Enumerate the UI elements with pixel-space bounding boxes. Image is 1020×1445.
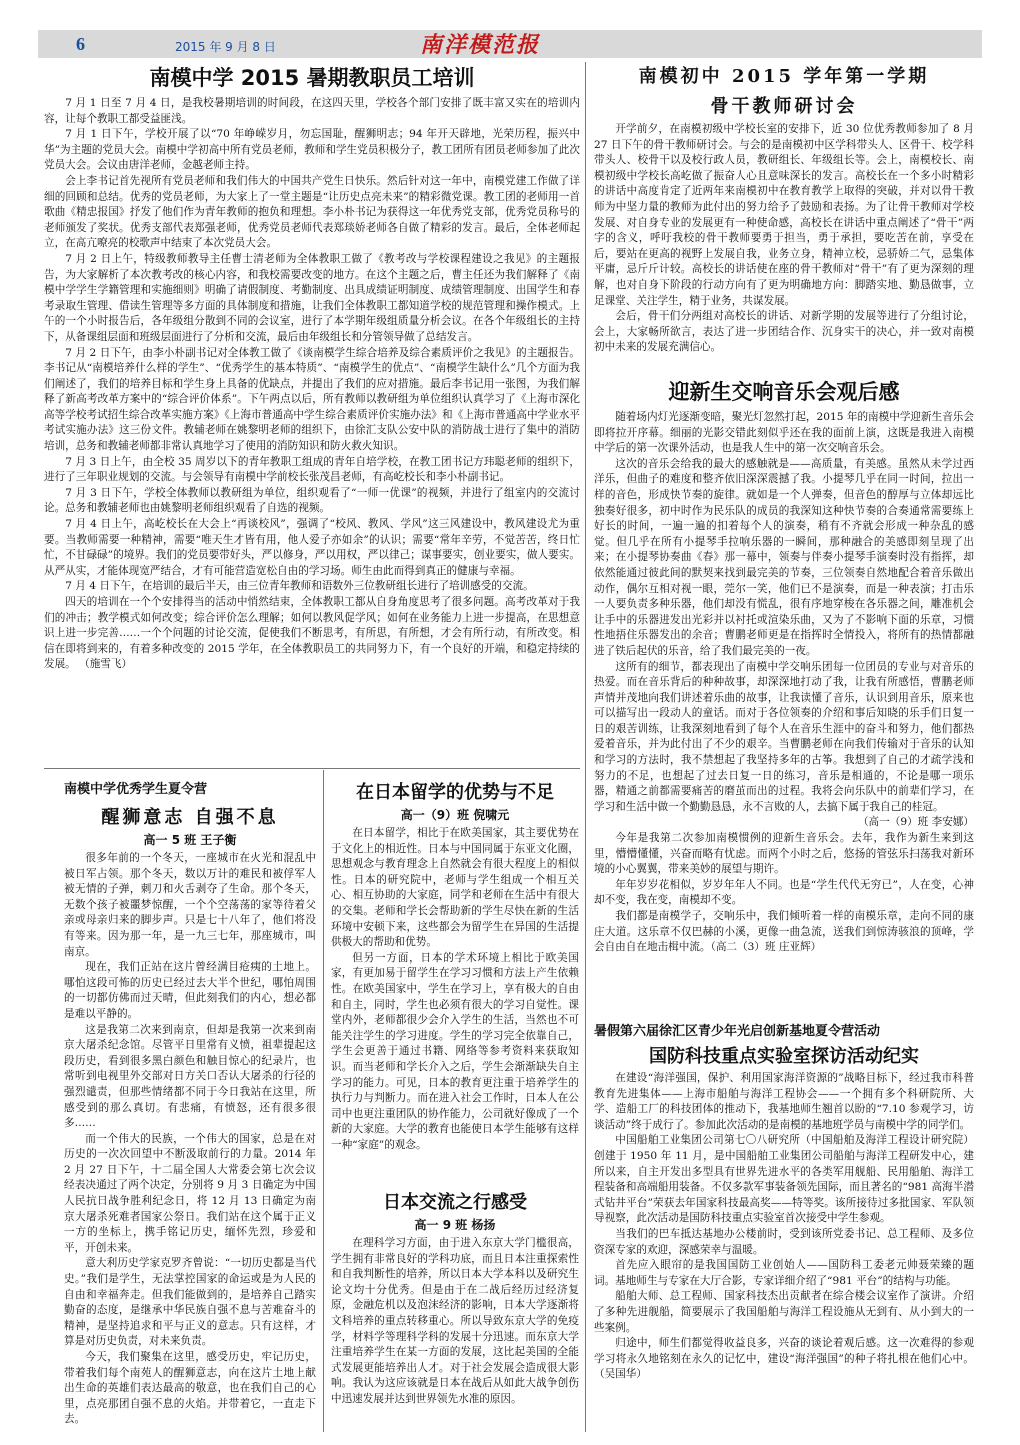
paragraph: 7 月 4 日上午，高屹校长在大会上“再谈校风”，强调了“校风、教风、学风”这三风建设中，教风建设尤为重要。当教师需要一种精神，需要“唯天生才皆有用，他人爱子亦如余”的认识；需要“常年辛劳，不觉苦苦，终日忙忙，不甘碌碌”的境界。我们的党员要带好头，严以修身，严以用权，严以律己；谋事要实，创业要实，做人要实。从严从实，才能体现宽严结合，才有可能营造宽松自由的学习场。师生由此而得到真正的健康与幸福。	[44, 518, 580, 577]
section-divider	[44, 768, 580, 769]
headline: 醒狮意志 自强不息	[101, 807, 279, 828]
paragraph: 7 月 1 日下午，学校开展了以“70 年峥嵘岁月，勿忘国耻，醒狮明志；94 年开天辟地，光荣历程，振兴中华”为主题的党员大会。南模中学初高中所有党员老师，教师和学生党员积极分子，教工团所有团员老师参加了此次党员大会。会议由唐洋老师，金越老师主持。	[44, 128, 580, 172]
paragraph: 7 月 3 日上午，由全校 35 周岁以下的青年教职工组成的青年自培学校，在教工团书记方玮聪老师的组织下，进行了三年职业规划的交流。与会领导有南模中学前校长张茂昌老师，有高屹校长和李小朴副书记。	[44, 455, 580, 484]
issue-date: 2015 年 9 月 8 日	[175, 40, 276, 54]
paragraph: 在建设“海洋强国，保护、利用国家海洋资源的”战略目标下，经过我市科普教育先进集体——上海市船舶与海洋工程协会——一个拥有多个科研院所、大学、造船工厂的科技团体的推动下，我基地师生翘首以盼的“7.10 参观学习，访谈活动”终于成行了。参加此次活动的是南模的基地班学员与南模中学的同学们。	[594, 1072, 974, 1131]
paragraph: 7 月 2 日上午，特级教师教导主任曹士清老师为全体教职工做了《教考改与学校课程建设之我见》的主题报告，为大家解析了本次教考改的核心内容，和我校需要改变的地方。在这个主题之后，曹主任还为我们解释了《南模中学学生学籍管理和实施细则》明确了请假制度、考勤制度、出具成绩证明制度、成绩管理制度、出国学生和春考录取生管理、借读生管理等多方面的具体制度和措施，让我们全体教职工都知道学校的规范管理和操作模式。上午的一个小时报告后，各年级组分散到不同的会议室，进行了本学期年级组质量分析会议。在各个年级组长的主持下，从备课组层面和班级层面进行了分析和交流，最后由年级组长和分管领导做了总结发言。	[44, 252, 580, 343]
paragraph: 7 月 1 日至 7 月 4 日，是我校暑期培训的时间段，在这四天里，学校各个部门安排了既丰富又实在的培训内容，让每个教职工都受益匪浅。	[44, 97, 580, 125]
paragraph: 随着场内灯光逐渐变暗，聚光灯忽然打起，2015 年的南模中学迎新生音乐会即将拉开序幕。细丽的光影交错此刻似乎还在我的面前上演，这既是我进入南模中学后的第一次课外活动，也是我人生中的第一次交响音乐会。	[594, 411, 974, 455]
article-body	[44, 96, 580, 673]
byline: 高一（9）班 倪啸元	[400, 808, 510, 822]
article-teacher-seminar	[594, 62, 974, 374]
paragraph: 而一个伟大的民族，一个伟大的国家，总是在对历史的一次次回望中不断汲取前行的力量。2014 年 2 月 27 日下午，十二届全国人大常委会第七次会议经表决通过了两个决定，分别将 9 月 3 日确定为中国人民抗日战争胜利纪念日，将 12 月 13 日确定为南京大屠杀死难者国家公祭日。我们站在这个属于正义一方的坐标上，携手铭记历史，缅怀先烈，珍爱和平，开创未来。	[64, 1132, 316, 1254]
kicker: 南模中学优秀学生夏令营	[64, 782, 208, 797]
paragraph: 开学前夕，在南模初级中学校长室的安排下，近 30 位优秀教师参加了 8 月 27 日下午的骨干教师研讨会。与会的是南模初中区学科带头人、区骨干、校学科带头人、校骨干以及校行政人员，教研组长、年级组长等。会上，南模校长、南模初级中学校长高屹做了振奋人心且意味深长的发言。高校长在一个多小时精彩的讲话中高度肯定了近两年来南模初中在教育教学上取得的突破，并对以骨干教师为中坚力量的教师为此付出的努力给予了鼓励和表扬。为了让骨干教师对学校发展、对自身专业的发展更有一种使命感，高校长在讲话中重点阐述了“骨干”两字的含义，呼吁我校的骨干教师要勇于担当，勇于承担，要吃苦在前，享受在后，要站在更高的视野上发展自我，业务立身，精神立校，忌骄娇二气，忌集体平庸，忌斤斤计较。高校长的讲话使在座的骨干教师对“骨干”有了更为深刻的理解，也对自身下阶段的行动方向有了更为明确地方向：脚踏实地、勤恳做事，立足课堂、关注学生，精于业务，共谋发展。	[594, 123, 974, 307]
author-signature: （高一（9）班 李安娜）	[857, 816, 974, 829]
column-divider	[585, 62, 586, 1432]
kicker: 暑假第六届徐汇区青少年光启创新基地夏令营活动	[594, 1024, 881, 1039]
article-body	[64, 851, 316, 1428]
paragraph: 在日本留学，相比于在欧美国家，其主要优势在于文化上的相近性。日本与中国同属于东亚文化圈，思想观念与教育理念上自然就会有很大程度上的相似性。日本的研究院中，老师与学生组成一个相互关心、相互协助的大家庭，同学和老师在生活中有很大的交集。老师和学长会帮助新的学生尽快在新的生活环境中安顿下来，这些都会为留学生在异国的生活提供极大的帮助和优势。	[331, 827, 579, 949]
paragraph: 意大利历史学家克罗齐曾说：“一切历史都是当代史。”我们是学生，无法掌控国家的命运或是为人民的自由和幸福奔走。但我们能做到的，是培养自己踏实勤奋的态度，是继承中华民族自强不息与苦难奋斗的精神，是坚持追求和平与正义的意志。只有这样，才算是对历史负责，对未来负责。	[64, 1257, 316, 1348]
headline: 日本交流之行感受	[383, 1192, 527, 1213]
byline: 高一 9 班 杨扬	[414, 1218, 496, 1232]
paragraph: 船舶大师、总工程师、国家科技杰出贡献者在综合楼会议室作了演讲。介绍了多种先进舰船，简要展示了我国船舶与海洋工程设施从无到有、从小到大的一些案例。	[594, 1290, 974, 1334]
article-summer-camp	[64, 778, 316, 1433]
paragraph: 今天，我们聚集在这里，感受历史，牢记历史，带着我们每个南苑人的醒狮意志，向在这片土地上献出生命的英雄们表达最高的敬意，也在我们自己的心里，点亮那团自强不息的火焰。并带着它，一直走下去。	[64, 1351, 316, 1426]
paragraph: 在理科学习方面，由于进入东京大学门槛很高，学生拥有非常良好的学科功底，而且日本注重探索性和自我判断性的培养，所以日本大学本科以及研究生论文均十分优秀。但是由于在二战后经历过经济复原，金融危机以及泡沫经济的影响，日本大学逐渐将文科培养的重点转移重心。所以导致东京大学的免疫学，材料学等理科学科的发展十分迅速。而东京大学注重培养学生在某一方面的发展，这比起美国的全能式发展更能培养出人才。对于社会发展会造成很大影响。我认为这应该就是日本在战后从如此大战争创伤中迅速发展并达到世界领先水准的原因。	[331, 1237, 579, 1405]
paragraph: 当我们的巴车抵达基地办公楼前时，受到该所党委书记、总工程师、及多位资深专家的欢迎，深感荣幸与温暖。	[594, 1227, 974, 1256]
article-body	[594, 1071, 974, 1383]
paragraph: 四天的培训在一个个安排得当的活动中悄然结束，全体教职工都从自身角度思考了很多问题。高考改革对于我们的冲击；教学模式如何改变；综合评价怎么理解；如何以教风促学风；如何在业务能力上进一步提高，在思想意识上进一步完善……一个个问题的讨论交流，促使我们不断思考，有所思，有所想，才会有所行动，有所改变。相信在即将到来的，有着多种改变的 2015 学年，在全体教职员工的共同努力下，有一个良好的开端，和稳定持续的发展。 （施雪飞）	[44, 596, 580, 671]
paragraph: 今年是我第二次参加南模惯例的迎新生音乐会。去年，我作为新生来到这里，懵懵懂懂，兴奋而略有忧虑。而两个小时之后，悠扬的管弦乐扫荡我对新环境的小心翼翼，带来美妙的展望与期许。	[594, 832, 974, 876]
article-lab-visit	[594, 1020, 974, 1433]
paragraph: 现在，我们正站在这片曾经满目疮痍的土地上。哪怕这段可怖的历史已经过去大半个世纪，哪怕周围的一切都仿佛而过天晴，但此刻我们的内心，想必都是难以平静的。	[64, 961, 316, 1020]
headline: 迎新生交响音乐会观后感	[668, 380, 900, 404]
paragraph: 很多年前的一个冬天，一座城市在火光和混乱中被日军占领。那个冬天，数以万计的难民和被俘军人被无情的子弹，刺刀和火舌剥夺了生命。那个冬天，无数个孩子被噩梦惊醒，一个个空荡荡的家等待着父亲或母亲归来的脚步声。只是七十八年了，他们将没有等来。因为那一年，是一九三七年，那座城市，叫南京。	[64, 852, 316, 958]
newspaper-logo: 南洋模范报	[420, 32, 541, 58]
paragraph: 首先应入眼帘的是我国国防工业创始人——国防科工委老元帅聂荣臻的题词。基地师生与专家在大厅合影，专家详细介绍了“981 平台”的结构与功能。	[594, 1259, 974, 1287]
headline: 南模中学 2015 暑期教职员工培训	[149, 66, 475, 90]
article-staff-training	[44, 62, 580, 766]
headline: 南模初中 2015 学年第一学期	[638, 66, 930, 87]
paragraph: 中国船舶工业集团公司第七〇八研究所（中国船舶及海洋工程设计研究院）创建于 1950 年 11 月，是中国船舶工业集团公司船舶与海洋工程研发中心，建所以来，自主开发出多型具有世界先进水平的各类军用舰船、民用船舶、海洋工程装备和高端船用装备。不仅多款军事装备领先国际，而且著名的“981 高海半潜式钻井平台”荣获去年国家科技最高奖——特等奖。该所接待过多批国家、军队领导视察，此次活动是国防科技重点实验室首次接受中学生参观。	[594, 1134, 974, 1225]
paragraph: 7 月 4 日下午，在培训的最后半天，由三位青年教师和语数外三位教研组长进行了培训感受的交流。	[65, 580, 534, 593]
headline: 在日本留学的优势与不足	[356, 782, 554, 803]
byline: 高一 5 班 王子衡	[143, 833, 237, 847]
article-body	[331, 826, 579, 1153]
paragraph: 7 月 3 日下午，学校全体教师以教研组为单位，组织观看了“一师一优课”的视频，并进行了组室内的交流讨论。总务和教辅老师也由姚黎明老师组织观看了自选的视频。	[44, 486, 580, 515]
headline-line2: 骨干教师研讨会	[710, 96, 858, 117]
paragraph: 但另一方面，日本的学术环境上相比于欧美国家，有更加易于留学生在学习习惯和方法上产生依赖性。在欧美国家中，学生在学习上，享有极大的自由和自主，同时，学生也必须有很大的学习自觉性。课堂内外，老师都很少会介入学生的生活，当然也不可能关注学生的学习进度。学生的学习完全依靠自己，学生会更善于通过书籍、网络等参考资料来获取知识。而当老师和学长介入之后，学生会渐渐缺失自主学习的能力。可见，日本的教育更注重于培养学生的执行力与判断力。而在进入社会工作时，日本人在公司中也更注重团队的协作能力，公司就好像成了一个新的大家庭。大学的教育也能使日本学生能够有这样一种“家庭”的观念。	[331, 951, 579, 1151]
article-body	[594, 122, 974, 356]
column-divider	[323, 770, 324, 1432]
paragraph: 会上李书记首先视所有党员老师和我们伟大的中国共产党生日快乐。然后针对这一年中，南模党建工作做了详细的回顾和总结。优秀的党员老师，为大家上了一堂主题是“让历史点亮未来”的精彩微党课。教工团的老师用一首歌曲《精忠报国》抒发了他们作为青年教师的抱负和理想。李小朴书记为获得这一年优秀党支部，优秀党员称号的老师颁发了奖状。优秀支部代表郑强老师，优秀党员老师代表郑琰娇老师各自做了精彩的发言。最后，全体老师起立，在高亢嘹亮的校歌声中结束了本次党员大会。	[44, 174, 580, 250]
article-japan-exchange	[331, 1188, 579, 1433]
article-body	[331, 1236, 579, 1408]
paragraph: 会后，骨干们分两组对高校长的讲话、对新学期的发展等进行了分组讨论，会上，大家畅所欲言，表达了进一步团结合作、沉身实干的决心，并一致对南模初中未来的发展充满信心。	[594, 310, 974, 354]
paragraph: 7 月 2 日下午，由李小朴副书记对全体教工做了《谈南模学生综合培养及综合素质评价之我见》的主题报告。李书记从“南模培养什么样的学生”、“优秀学生的基本特质”、“南模学生的优点”、“南模学生缺什么”几个方面为我们阐述了，我们的培养目标和学生身上具备的优缺点，并提出了我们的应对措施。最后李书记用一张图，为我们解释了新高考改革方案中的“综合评价体系”。下午两点以后，所有教师以教研组为单位组织认真学习了《上海市深化高等学校考试招生综合改革实施方案》《上海市普通高中学生综合素质评价实施办法》和《上海市普通高中学业水平考试实施办法》这三份文件。教辅老师在姚黎明老师的组织下，由徐汇支队公安中队的消防战士进行了集中的消防培训，总务和教辅老师都非常认真地学习了使用的消防知识和防火救火知识。	[44, 346, 580, 453]
paragraph: 年年岁岁花相似，岁岁年年人不同。也是“学生代代无穷已”，人在变，心神却不变，我在变，南模却不变。	[594, 878, 974, 907]
page-number: 6	[76, 34, 85, 54]
headline: 国防科技重点实验室探访活动纪实	[649, 1046, 919, 1067]
paragraph: 我们都是南模学子，交响乐中，我们倾听着一样的南模乐章，走向不同的康庄大道。这乐章不仅巴赫的小溪，更像一曲急流，送我们到惊涛骇浪的顶峰，学会自由自在地击楫中流。（高二（3）班 庄亚辉）	[594, 910, 974, 954]
paragraph: 这次的音乐会给我的最大的感触就是——高质量，有美感。虽然从未学过西洋乐，但曲子的难度和整齐依旧深深震撼了我。小提琴几乎在同一时间，拉出一样的音色，形成快节奏的旋律。就如是一个人弹奏，但音色的醇厚与立体却远比独奏好很多，初中时作为民乐队的成员的我深知这种快节奏的合奏通常需要练上好长的时间，一遍一遍的扣着每个人的演奏，稍有不齐就会形成一种杂乱的感觉。但几乎在所有小提琴手拉响乐器的一瞬间，那种融合的美感即刻呈现了出来；在小提琴协奏曲《春》那一幕中，领奏与伴奏小提琴手演奏时没有指挥，却依然能通过彼此间的默契来找到最完美的节奏，三位领奏自然地配合着音乐做出动作，偶尔互相对视一眼，莞尔一笑，他们已不是演奏，而是一种表演；打击乐一人要负责多种乐器，他们却没有慌乱，很有序地穿梭在各乐器之间，雕准机会让手中的乐器进发出光彩并以衬托或渲染乐曲，又为了不影响下面的乐章，习惯性地捂住乐器发出的余音；曹鹏老师更是在指挥时全情投入，将所有的热情都融进了铁后起伏的乐音，给了我们最完美的一夜。	[594, 457, 974, 657]
article-concert-review	[594, 376, 974, 1016]
paragraph: 归途中，师生们都觉得收益良多，兴奋的谈论着观后感。这一次难得的参观学习将永久地铭刻在永久的记忆中，建设“海洋强国”的种子将扎根在他们心中。 （吴国华）	[594, 1337, 974, 1381]
paragraph: 这所有的细节，都表现出了南模中学交响乐团每一位团员的专业与对音乐的热爱。而在音乐背后的种种故事，却深深地打动了我，让我有所感悟，曹鹏老师声情并茂地向我们讲述着乐曲的故事，让我读懂了音乐，认识到用音乐，原来也可以描写出一段动人的童话。而对于各位领奏的介绍和事后知晓的乐手们日复一日的艰苦训练，让我深刻地看到了每个人在音乐生涯中的奋斗和努力，他们都热爱着音乐，并为此付出了不少的艰辛。当曹鹏老师在向我们传输对于音乐的认知和学习的方法时，我不禁想起了我坚持多年的古筝。我想到了自己的才疏学浅和努力的不足，也想起了过去日复一日的练习，音乐是相通的，不论是哪一项乐器，精通之前都需要痛苦的磨茧而出的过程。我将会向乐队中的前辈们学习，在学习和生活中做一个勤勤恳恳，永不言败的人，去搞下属于我自己的桂冠。	[594, 660, 974, 813]
article-japan-study	[331, 778, 579, 1178]
paragraph: 这是我第二次来到南京，但却是我第一次来到南京大屠杀纪念馆。尽管平日里常有义愤，祖辈提起这段历史，看到很多黑白颜色和触目惊心的纪录片，也常听到电视里外交部对日方关口否认大屠杀的行径的强烈谴责，但那些情绪都不同于今日我站在这里，所感受到的那么真切。有悲痛，有愤怒，还有很多很多……	[64, 1023, 316, 1130]
article-body	[594, 410, 974, 956]
